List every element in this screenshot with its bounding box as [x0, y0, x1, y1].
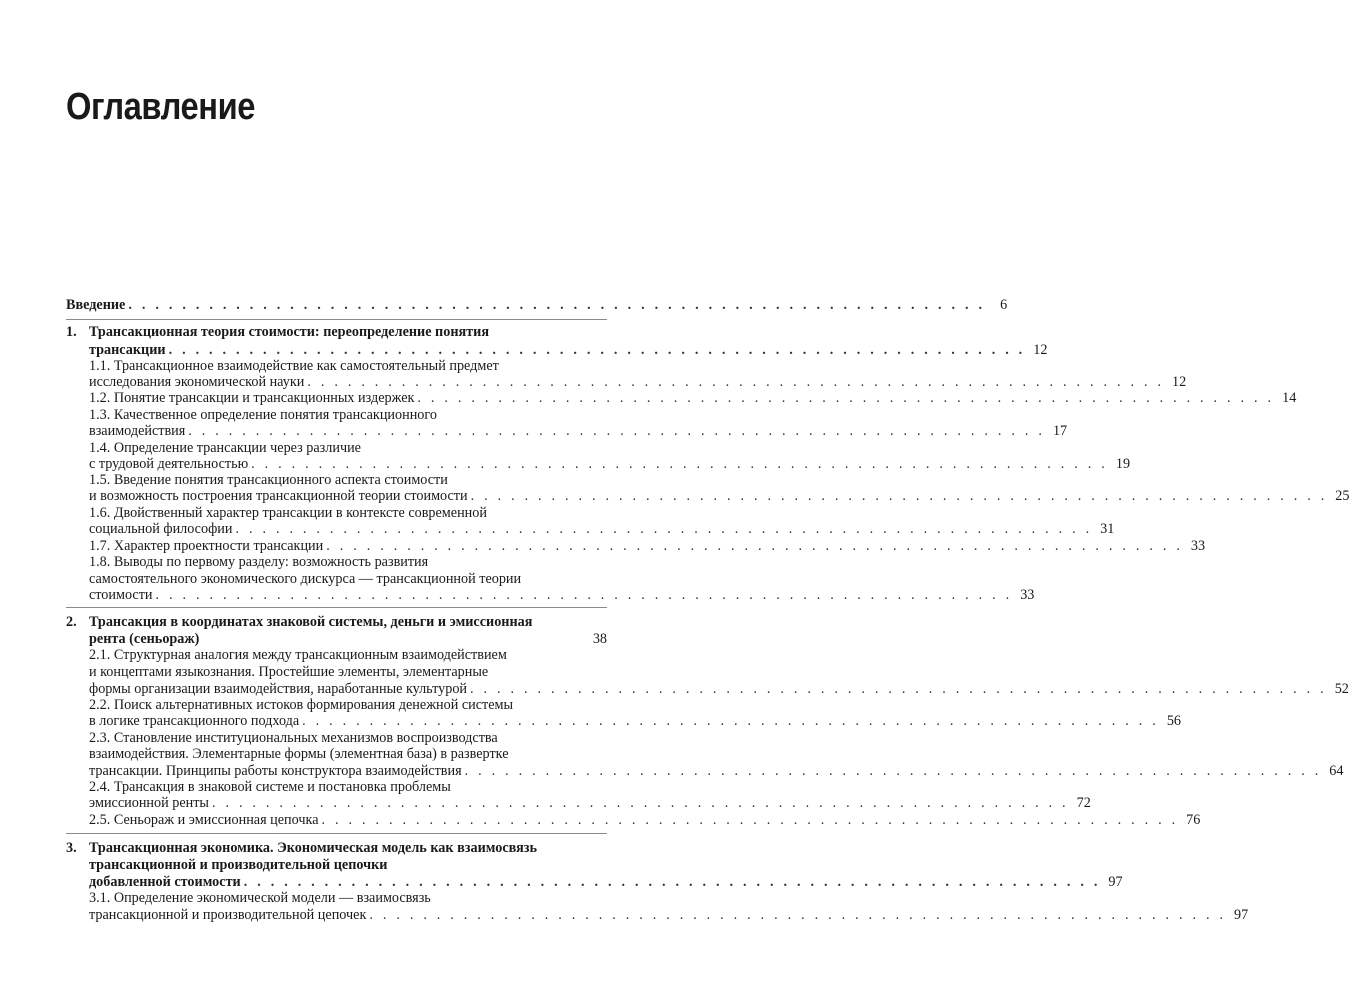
dot-leader: . . . . . . . . . . . . . . . . . . . . . . . . . . . . . . . . . . . . . . . . . . . . . . . . . . . . . . . . . . . . . . . .	[188, 423, 1046, 439]
section-title-last: с трудовой деятельностью	[89, 456, 249, 472]
dot-leader: . . . . . . . . . . . . . . . . . . . . . . . . . . . . . . . . . . . . . . . . . . . . . . . . . . . . . . . . . . . . . . . .	[302, 713, 1160, 729]
section-title-last: и возможность построения трансакционной теории стоимости	[89, 488, 468, 504]
section-page: 17	[1052, 423, 1068, 439]
dot-leader: . . . . . . . . . . . . . . . . . . . . . . . . . . . . . . . . . . . . . . . . . . . . . . . . . . . . . . . . . . . . . . . .	[464, 763, 1322, 779]
dot-leader: . . . . . . . . . . . . . . . . . . . . . . . . . . . . . . . . . . . . . . . . . . . . . . . . . . . . . . . . . . . . . . . .	[307, 374, 1165, 390]
section-page: 72	[1076, 795, 1091, 811]
section-title-line: 1.4. Определение трансакции через различие	[89, 440, 361, 456]
chapter-page: 38	[592, 631, 607, 647]
toc-intro-label: Введение	[66, 297, 126, 313]
chapter-title-last: трансакции	[89, 342, 166, 358]
dot-leader: . . . . . . . . . . . . . . . . . . . . . . . . . . . . . . . . . . . . . . . . . . . . . . . . . . . . . . . . . . . . . . . .	[321, 812, 1179, 828]
section-title-last: формы организации взаимодействия, наработанные культурой	[89, 681, 468, 697]
chapter-title-line: Трансакционная теория стоимости: переопределение понятия	[89, 324, 489, 340]
dot-leader: . . . . . . . . . . . . . . . . . . . . . . . . . . . . . . . . . . . . . . . . . . . . . . . . . . . . . . . . . . . . . . . .	[243, 874, 1101, 890]
section-page: 97	[1234, 907, 1249, 923]
section-divider	[66, 319, 607, 320]
section-entry[interactable]	[89, 422, 1068, 440]
section-entry[interactable]	[89, 487, 1349, 505]
section-page: 33	[1020, 587, 1035, 603]
section-title-last: стоимости	[89, 587, 153, 603]
section-title-last: трансакции. Принципы работы конструктора взаимодействия	[89, 763, 462, 779]
section-entry[interactable]	[89, 520, 1115, 538]
chapter-page: 12	[1033, 342, 1048, 358]
section-divider	[66, 607, 607, 608]
chapter-title-last: рента (сеньораж)	[89, 631, 200, 647]
dot-leader: . . . . . . . . . . . . . . . . . . . . . . . . . . . . . . . . . . . . . . . . . . . . . . . . . . . . . . . . . . . . . . . .	[417, 390, 1275, 406]
page-title: Оглавление	[66, 86, 256, 128]
chapter-number: 1.	[66, 324, 77, 340]
section-page: 33	[1190, 538, 1206, 554]
section-title-line: 1.8. Выводы по первому разделу: возможность развития	[89, 554, 429, 570]
section-page: 19	[1115, 456, 1131, 472]
section-page: 76	[1186, 812, 1201, 828]
section-title-line: 1.6. Двойственный характер трансакции в контексте современной	[89, 505, 487, 521]
chapter-title-line: Трансакционная экономика. Экономическая модель как взаимосвязь	[89, 840, 537, 856]
section-title-last: трансакционной и производительной цепочек	[89, 907, 367, 923]
section-title-last: исследования экономической науки	[89, 374, 305, 390]
dot-leader: . . . . . . . . . . . . . . . . . . . . . . . . . . . . . . . . . . . . . . . . . . . . . . . . . . . . . . . . . . . . . . . .	[168, 342, 1026, 358]
dot-leader: . . . . . . . . . . . . . . . . . . . . . . . . . . . . . . . . . . . . . . . . . . . . . . . . . . . . . . . . . . . . . . . .	[155, 587, 1013, 603]
section-title-line: 2.1. Структурная аналогия между трансакционным взаимодействием	[89, 647, 507, 663]
chapter-title-line: Трансакция в координатах знаковой системы, деньги и эмиссионная	[89, 614, 533, 630]
section-entry[interactable]	[89, 586, 1035, 604]
dot-leader: . . . . . . . . . . . . . . . . . . . . . . . . . . . . . . . . . . . . . . . . . . . . . . . . . . . . . . . . . . . . . . . .	[128, 297, 986, 313]
section-title-last: 1.7. Характер проектности трансакции	[89, 538, 324, 554]
section-title-last: взаимодействия	[89, 423, 186, 439]
section-title-line: самостоятельного экономического дискурса — трансакционной теории	[89, 571, 522, 587]
dot-leader: . . . . . . . . . . . . . . . . . . . . . . . . . . . . . . . . . . . . . . . . . . . . . . . . . . . . . . . . . . . . . . . .	[470, 681, 1327, 697]
section-page: 31	[1100, 521, 1115, 537]
section-entry[interactable]	[89, 906, 1249, 924]
section-divider	[66, 833, 607, 834]
section-page: 12	[1172, 374, 1187, 390]
section-title-last: эмиссионной ренты	[89, 795, 209, 811]
chapter-number: 3.	[66, 840, 77, 856]
section-title-line: 1.3. Качественное определение понятия трансакционного	[89, 407, 437, 423]
section-title-line: 2.4. Трансакция в знаковой системе и постановка проблемы	[89, 779, 451, 795]
dot-leader: . . . . . . . . . . . . . . . . . . . . . . . . . . . . . . . . . . . . . . . . . . . . . . . . . . . . . . . . . . . . . . . .	[326, 538, 1184, 554]
section-title-last: 2.5. Сеньораж и эмиссионная цепочка	[89, 812, 319, 828]
dot-leader: . . . . . . . . . . . . . . . . . . . . . . . . . . . . . . . . . . . . . . . . . . . . . . . . . . . . . . . . . . . . . . . .	[470, 488, 1328, 504]
chapter-title-last: добавленной стоимости	[89, 874, 241, 890]
section-title-line: 2.3. Становление институциональных механизмов воспроизводства	[89, 730, 498, 746]
section-title-last: 1.2. Понятие трансакции и трансакционных издержек	[89, 390, 415, 406]
dot-leader: . . . . . . . . . . . . . . . . . . . . . . . . . . . . . . . . . . . . . . . . . . . . . . . . . . . . . . . . . . . . . . . .	[211, 795, 1069, 811]
section-page: 56	[1166, 713, 1182, 729]
section-title-line: 3.1. Определение экономической модели — взаимосвязь	[89, 890, 431, 906]
toc-intro-page: 6	[1000, 297, 1008, 313]
chapter-title-line: трансакционной и производительной цепочки	[89, 857, 388, 873]
section-page: 64	[1329, 763, 1344, 779]
section-title-line: взаимодействия. Элементарные формы (элементная база) в развертке	[89, 746, 509, 762]
section-title-line: 1.5. Введение понятия трансакционного аспекта стоимости	[89, 472, 448, 488]
section-entry[interactable]	[89, 794, 1091, 812]
section-entry[interactable]	[89, 389, 1297, 407]
section-title-last: в логике трансакционного подхода	[89, 713, 300, 729]
section-page: 52	[1334, 681, 1349, 697]
section-title-last: социальной философии	[89, 521, 233, 537]
section-title-line: и концептами языкознания. Простейшие элементы, элементарные	[89, 664, 489, 680]
dot-leader: . . . . . . . . . . . . . . . . . . . . . . . . . . . . . . . . . . . . . . . . . . . . . . . . . . . . . . . . . . . . . . . .	[235, 521, 1093, 537]
chapter-page: 97	[1108, 874, 1123, 890]
dot-leader: . . . . . . . . . . . . . . . . . . . . . . . . . . . . . . . . . . . . . . . . . . . . . . . . . . . . . . . . . . . . . . . .	[251, 456, 1109, 472]
section-page: 25	[1335, 488, 1349, 504]
section-page: 14	[1282, 390, 1297, 406]
dot-leader: . . . . . . . . . . . . . . . . . . . . . . . . . . . . . . . . . . . . . . . . . . . . . . . . . . . . . . . . . . . . . . . .	[369, 907, 1227, 923]
toc-intro[interactable]	[66, 296, 1008, 314]
section-entry[interactable]	[89, 712, 1182, 730]
section-title-line: 1.1. Трансакционное взаимодействие как самостоятельный предмет	[89, 358, 499, 374]
chapter-number: 2.	[66, 614, 77, 630]
section-title-line: 2.2. Поиск альтернативных истоков формирования денежной системы	[89, 697, 514, 713]
section-entry[interactable]	[89, 811, 1201, 829]
